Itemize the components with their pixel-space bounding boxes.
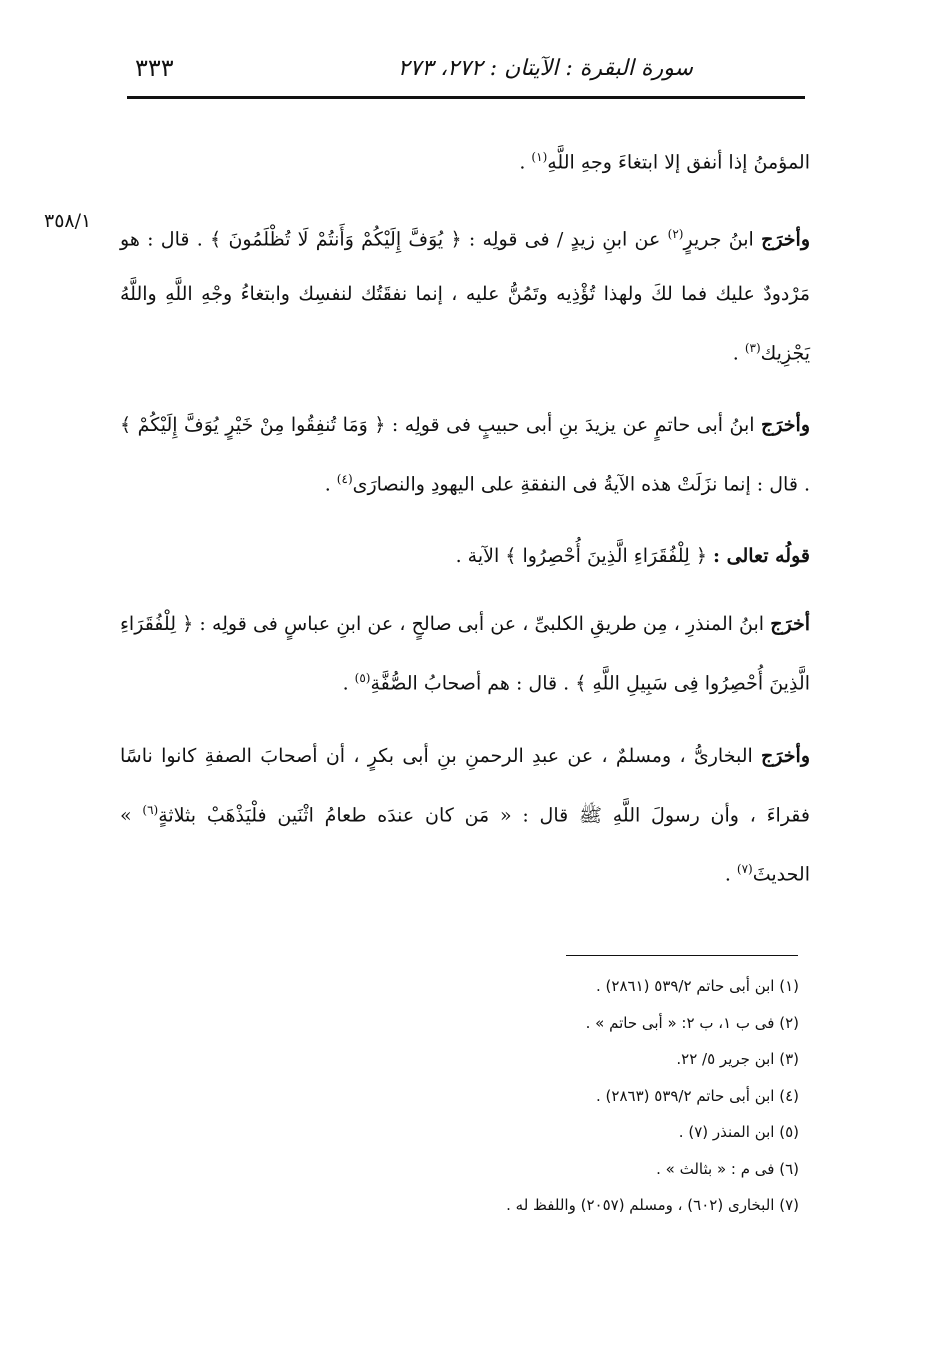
paragraph-6 — [120, 729, 810, 902]
paragraph-6-end: . — [724, 863, 737, 886]
footnote-marker-6: (٦) — [142, 802, 159, 817]
paragraph-4-text: ﴿ لِلْفُقَرَاءِ الَّذِينَ أُحْصِرُوا ﴾ الآية . — [455, 545, 713, 568]
paragraph-4 — [120, 529, 810, 583]
paragraph-5-lead: أخرَج — [770, 613, 810, 636]
paragraph-5-end: . — [342, 672, 355, 695]
paragraph-2-end: . — [732, 341, 745, 364]
running-header — [127, 52, 805, 99]
footnote: (٧) البخارى (٦٠٢) ، ومسلم (٢٠٥٧) واللفظ له . — [506, 1196, 799, 1214]
footnote: (٤) ابن أبى حاتم ٥٣٩/٢ (٢٨٦٣) . — [596, 1086, 799, 1105]
footnote-marker-2: (٢) — [667, 227, 684, 242]
footnote-marker-5: (٥) — [354, 671, 371, 686]
paragraph-5 — [120, 597, 810, 710]
paragraph-2-lead: وأخرَج — [761, 228, 811, 251]
paragraph-3 — [120, 398, 810, 511]
paragraph-1 — [120, 130, 810, 189]
margin-reference: ٣٥٨/١ — [44, 210, 92, 232]
page-number: ٣٣٣ — [135, 54, 174, 82]
paragraph-1-text: المؤمنُ إذا أنفق إلا ابتغاءَ وجهِ اللَّهِ — [547, 151, 810, 174]
paragraph-6-text-a: البخارىُّ ، ومسلمٌ ، عن عبدِ الرحمنِ بنِ أبى بكرٍ ، أن أصحابَ الصفةِ كانوا ناسًا فقراءَ ، وأن رسولَ اللَّهِ ﷺ قال : « مَن كان عندَه طعامُ اثْنَين فلْيَذْهَبْ بثلاثةٍ — [120, 744, 810, 826]
footnote-divider — [566, 955, 798, 956]
main-text — [120, 130, 810, 919]
footnote-marker-3: (٣) — [744, 340, 761, 355]
paragraph-2 — [120, 207, 810, 380]
paragraph-3-end: . — [324, 473, 337, 496]
footnote-marker-7: (٧) — [736, 861, 753, 876]
paragraph-1-end: . — [519, 151, 532, 174]
paragraph-6-lead: وأخرَج — [761, 744, 810, 767]
footnote: (٢) فى ب ١، ب ٢: « أبى حاتم » . — [585, 1013, 799, 1032]
footnote-marker-4: (٤) — [336, 471, 353, 486]
paragraph-3-text: ابنُ أبى حاتمٍ عن يزيدَ بنِ أبى حبيبٍ فى قولِه : ﴿ وَمَا تُنفِقُوا مِنْ خَيْرٍ يُوَفَّ إِلَيْكُمْ ﴾ . قال : إنما نزَلَتْ هذه الآيةُ فى النفقةِ على اليهودِ والنصارَى — [120, 413, 810, 496]
paragraph-4-lead: قولُه تعالى : — [713, 545, 810, 568]
surah-title: سورة البقرة : الآيتان : ٢٧٢، ٢٧٣ — [397, 56, 693, 81]
footnote: (٦) فى م : « بثالث » . — [656, 1159, 799, 1178]
paragraph-6-text-b: » الحديثَ — [120, 803, 810, 886]
footnote: (٣) ابن جرير ٥/ ٢٢. — [676, 1050, 799, 1068]
footnotes-list — [119, 968, 799, 1224]
paragraph-3-lead: وأخرَج — [761, 413, 810, 436]
footnote: (٥) ابن المنذر (٧) . — [678, 1123, 799, 1141]
paragraph-2-text-b: عن ابنِ زيدٍ / فى قولِه : ﴿ يُوَفَّ إِلَيْكُمْ وَأَنتُمْ لَا تُظْلَمُونَ ﴾ . قال : هو مَرْدودٌ عليك فما لكَ ولهذا تُؤْذِيه وتَمُنُّ عليه ، إنما نفقَتُك لنفسِك وابتغاءُ وجْهِ اللَّهِ واللَّهُ يَجْزِيك — [120, 228, 810, 364]
paragraph-2-text-a: ابنُ جريرٍ — [683, 228, 762, 251]
footnote-marker-1: (١) — [531, 150, 548, 164]
footnote: (١) ابن أبى حاتم ٥٣٩/٢ (٢٨٦١) . — [596, 977, 799, 995]
paragraph-5-text: ابنُ المنذرِ ، مِن طريقِ الكلبىِّ ، عن أبى صالحٍ ، عن ابنِ عباسٍ فى قولِه : ﴿ لِلْفُقَرَاءِ الَّذِينَ أُحْصِرُوا فِى سَبِيلِ اللَّهِ ﴾ . قال : هم أصحابُ الصُّفَّةِ — [120, 613, 810, 695]
